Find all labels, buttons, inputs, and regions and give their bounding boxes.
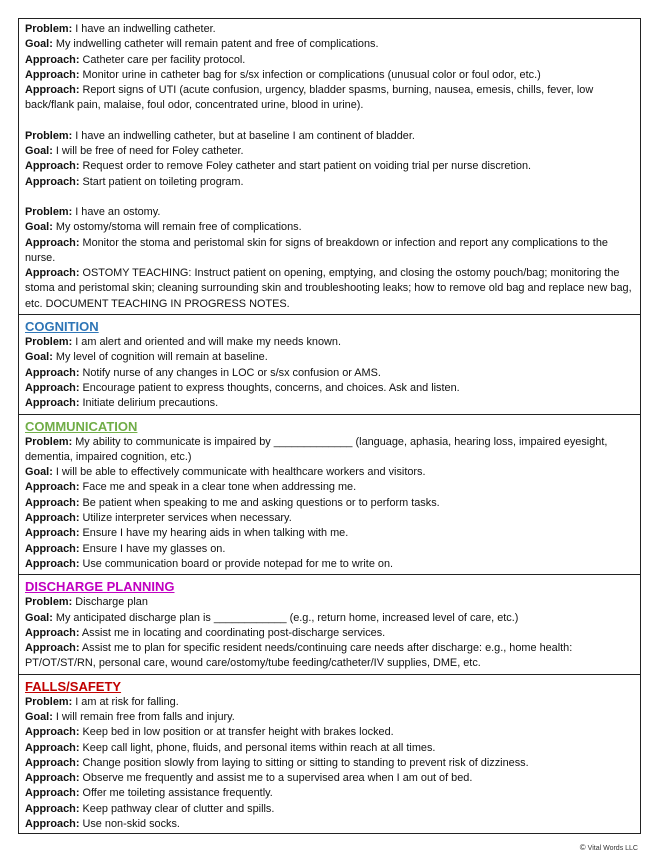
line-text: My indwelling catheter will remain patent and free of complications. [55, 38, 379, 51]
line-label: Approach: [25, 557, 80, 570]
goal-line [25, 611, 634, 626]
line-text: Offer me toileting assistance frequently. [82, 787, 273, 800]
approach-line [25, 381, 634, 396]
line-label: Approach: [25, 642, 80, 655]
approach-line [25, 542, 634, 557]
approach-line [25, 480, 634, 495]
line-label: Approach: [25, 726, 80, 739]
goal-line [25, 37, 634, 52]
line-label: Approach: [25, 741, 80, 754]
goal-line [25, 144, 634, 159]
line-label: Approach: [25, 512, 80, 525]
line-text: Request order to remove Foley catheter and start patient on voiding trial per nurse discretion. [82, 160, 532, 173]
line-text: Discharge plan [75, 596, 148, 609]
approach-line [25, 511, 634, 526]
approach-line [25, 557, 634, 572]
line-text: Face me and speak in a clear tone when addressing me. [82, 481, 357, 494]
approach-line [25, 266, 634, 312]
line-text: My level of cognition will remain at baseline. [55, 351, 268, 364]
approach-line [25, 366, 634, 381]
line-label: Approach: [25, 542, 80, 555]
problem-line [25, 335, 634, 350]
footer-text: Vital Words LLC [587, 845, 638, 852]
line-text: Notify nurse of any changes in LOC or s/sx confusion or AMS. [82, 366, 381, 379]
line-text: My anticipated discharge plan is ____________ (e.g., return home, increased level of care, etc.) [55, 611, 519, 624]
approach-line [25, 159, 634, 174]
approach-line [25, 641, 634, 672]
line-text: I am alert and oriented and will make my needs known. [75, 336, 341, 349]
line-label: Problem: [25, 129, 73, 142]
line-label: Approach: [25, 366, 80, 379]
approach-line [25, 817, 634, 832]
section-falls-safety [19, 675, 640, 835]
line-label: Goal: [25, 145, 53, 158]
line-label: Approach: [25, 626, 80, 639]
section-heading: COMMUNICATION [25, 418, 138, 434]
approach-line [25, 802, 634, 817]
line-text: Ensure I have my hearing aids in when talking with me. [82, 527, 349, 540]
problem-line [25, 595, 634, 610]
line-text: Keep pathway clear of clutter and spills. [82, 802, 275, 815]
line-text: Keep bed in low position or at transfer height with brakes locked. [82, 726, 394, 739]
approach-line [25, 786, 634, 801]
line-label: Goal: [25, 351, 53, 364]
line-label: Problem: [25, 695, 73, 708]
line-text: Encourage patient to express thoughts, concerns, and choices. Ask and listen. [82, 381, 460, 394]
line-label: Approach: [25, 527, 80, 540]
problem-line [25, 129, 634, 144]
line-text: Initiate delirium precautions. [82, 397, 219, 410]
approach-line [25, 725, 634, 740]
line-label: Goal: [25, 221, 53, 234]
line-text: Keep call light, phone, fluids, and personal items within reach at all times. [82, 741, 436, 754]
group-spacer [25, 114, 634, 129]
line-label: Approach: [25, 496, 80, 509]
line-text: Use non-skid socks. [82, 818, 180, 831]
line-label: Approach: [25, 818, 80, 831]
line-label: Approach: [25, 175, 80, 188]
line-text: I will be able to effectively communicate with healthcare workers and visitors. [55, 466, 426, 479]
goal-line [25, 710, 634, 725]
line-text: Catheter care per facility protocol. [82, 53, 246, 66]
line-text: Observe me frequently and assist me to a supervised area when I am out of bed. [82, 772, 473, 785]
line-text: I will be free of need for Foley catheter. [55, 145, 244, 158]
group-spacer [25, 190, 634, 205]
line-label: Problem: [25, 596, 73, 609]
section-discharge-planning [19, 575, 640, 674]
problem-line [25, 435, 634, 466]
line-label: Approach: [25, 267, 80, 280]
approach-line [25, 526, 634, 541]
approach-line [25, 741, 634, 756]
line-text: Use communication board or provide notepad for me to write on. [82, 557, 394, 570]
approach-line [25, 396, 634, 411]
line-label: Goal: [25, 611, 53, 624]
line-text: Report signs of UTI (acute confusion, urgency, bladder spasms, burning, nausea, emesis, chills, fever, low back/flank pain, malaise, foul odor, concentrated urine, blood in urine). [25, 84, 594, 112]
section-catheter-ostomy [19, 19, 640, 315]
line-label: Goal: [25, 466, 53, 479]
line-text: Monitor the stoma and peristomal skin for signs of breakdown or infection and report any complications to the nurse. [25, 236, 608, 264]
line-label: Approach: [25, 772, 80, 785]
line-text: I have an ostomy. [75, 205, 161, 218]
line-text: I will remain free from falls and injury. [55, 710, 235, 723]
line-label: Approach: [25, 381, 80, 394]
line-label: Approach: [25, 84, 80, 97]
line-label: Approach: [25, 236, 80, 249]
line-label: Approach: [25, 802, 80, 815]
care-plan-page [18, 18, 641, 834]
approach-line [25, 771, 634, 786]
line-label: Approach: [25, 787, 80, 800]
line-text: OSTOMY TEACHING: Instruct patient on opening, emptying, and closing the ostomy pouch/bag; monitoring the stoma and peristomal skin; cleaning surrounding skin and troubleshooting leaks; how to remove old bag and replace new bag, etc. DOCUMENT TEACHING IN PROGRESS NOTES. [25, 267, 632, 310]
line-label: Goal: [25, 710, 53, 723]
section-heading: DISCHARGE PLANNING [25, 579, 175, 595]
copyright-symbol: © [579, 843, 586, 852]
line-text: Utilize interpreter services when necessary. [82, 512, 292, 525]
approach-line [25, 496, 634, 511]
section-communication [19, 415, 640, 576]
approach-line [25, 53, 634, 68]
line-text: Monitor urine in catheter bag for s/sx infection or complications (unusual color or foul odor, etc.) [82, 68, 541, 81]
line-text: Be patient when speaking to me and asking questions or to perform tasks. [82, 496, 440, 509]
section-heading: COGNITION [25, 319, 99, 335]
line-text: My ostomy/stoma will remain free of complications. [55, 221, 302, 234]
approach-line [25, 626, 634, 641]
line-label: Approach: [25, 481, 80, 494]
line-label: Goal: [25, 38, 53, 51]
line-text: I have an indwelling catheter. [75, 23, 216, 35]
line-label: Approach: [25, 397, 80, 410]
approach-line [25, 756, 634, 771]
line-label: Approach: [25, 756, 80, 769]
line-label: Approach: [25, 68, 80, 81]
approach-line [25, 175, 634, 190]
section-heading: FALLS/SAFETY [25, 678, 122, 694]
line-label: Problem: [25, 435, 73, 448]
problem-line [25, 22, 634, 37]
line-text: I am at risk for falling. [75, 695, 179, 708]
problem-line [25, 205, 634, 220]
goal-line [25, 220, 634, 235]
line-label: Problem: [25, 23, 73, 35]
goal-line [25, 350, 634, 365]
approach-line [25, 236, 634, 267]
approach-line [25, 68, 634, 83]
line-label: Approach: [25, 160, 80, 173]
line-label: Problem: [25, 205, 73, 218]
line-label: Problem: [25, 336, 73, 349]
line-text: Change position slowly from laying to sitting or sitting to standing to prevent risk of dizziness. [82, 756, 529, 769]
line-text: Assist me in locating and coordinating post-discharge services. [81, 626, 386, 639]
line-text: I have an indwelling catheter, but at baseline I am continent of bladder. [75, 129, 415, 142]
problem-line [25, 695, 634, 710]
approach-line [25, 83, 634, 114]
line-text: Assist me to plan for specific resident needs/continuing care needs after discharge: e.g., home health: PT/OT/ST/RN, personal care, wound care/ostomy/tube feeding/catheter/IV supplies, DME, etc. [25, 642, 573, 670]
line-text: Ensure I have my glasses on. [82, 542, 226, 555]
line-text: My ability to communicate is impaired by _____________ (language, aphasia, hearing loss, impaired eyesight, dementia, impaired cognition, etc.) [25, 435, 608, 463]
line-label: Approach: [25, 53, 80, 66]
footer-copyright [580, 843, 638, 852]
section-cognition [19, 315, 640, 414]
goal-line [25, 465, 634, 480]
line-text: Start patient on toileting program. [82, 175, 244, 188]
